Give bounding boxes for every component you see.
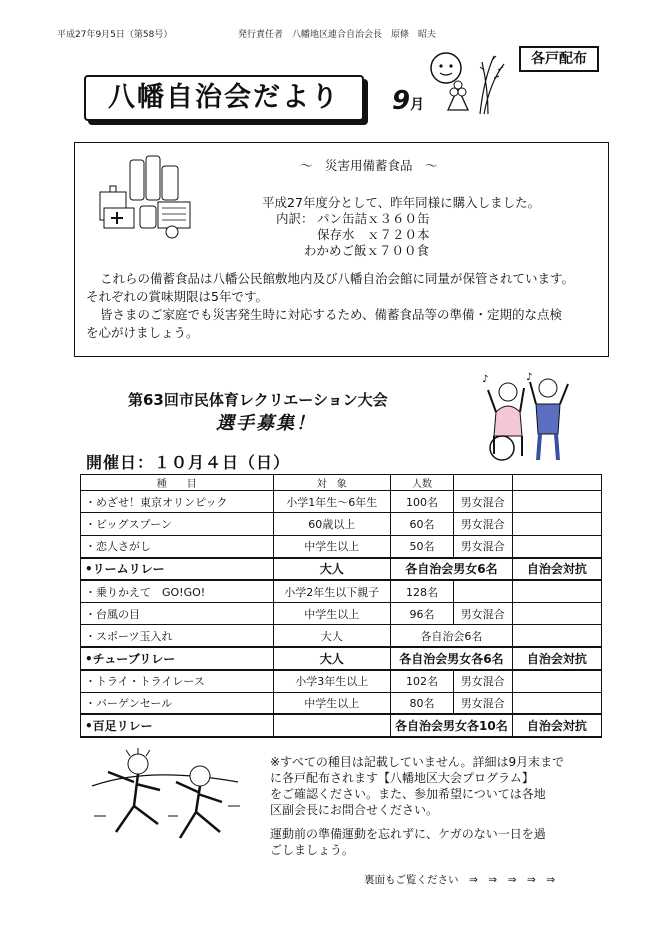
issue-date: 平成27年9月5日（第58号） <box>57 30 173 40</box>
svg-text:♪: ♪ <box>482 374 489 385</box>
mix-cell: 男女混合 <box>453 535 512 557</box>
expiry-paragraph: それぞれの賞味期限は5年です。 <box>86 289 268 304</box>
count-cell: 80名 <box>391 692 454 714</box>
count-cell: 102名 <box>391 670 454 692</box>
mix-cell: 男女混合 <box>453 692 512 714</box>
event-cell: ・乗りかえて GO!GO! <box>81 580 274 602</box>
see-reverse-note: 裏面もご覧ください ⇒ ⇒ ⇒ ⇒ ⇒ <box>364 874 555 886</box>
note-cell: 自治会対抗 <box>512 647 601 669</box>
table-row <box>81 625 602 647</box>
mix-cell: 男女混合 <box>453 513 512 535</box>
event-date: 開催日：１０月４日（日） <box>86 453 291 472</box>
note-cell <box>512 625 601 647</box>
count-cell: 各自治会6名 <box>391 625 513 647</box>
header-event: 種 目 <box>81 475 274 491</box>
target-cell: 小学2年生以下親子 <box>273 580 391 602</box>
storage-paragraph: これらの備蓄食品は八幡公民館敷地内及び八幡自治会館に同量が保管されています。 <box>100 271 575 286</box>
target-cell: 60歳以上 <box>273 513 391 535</box>
note-cell: 自治会対抗 <box>512 558 601 580</box>
table-header-row <box>81 475 602 491</box>
events-table <box>80 474 602 738</box>
event-cell: ・ビッグスプーン <box>81 513 274 535</box>
event-cell: ・スポーツ玉入れ <box>81 625 274 647</box>
table-row <box>81 580 602 602</box>
svg-text:♪: ♪ <box>526 372 533 383</box>
target-cell: 小学1年生～6年生 <box>273 491 391 513</box>
table-row <box>81 692 602 714</box>
purchase-note: 平成27年度分として、昨年同様に購入しました。 <box>262 195 541 210</box>
relay-runners-icon <box>88 746 256 846</box>
note-cell <box>512 491 601 513</box>
month-number: 9 <box>392 86 411 116</box>
target-cell <box>273 714 391 736</box>
target-cell: 小学3年生以上 <box>273 670 391 692</box>
preparation-paragraph: 皆さまのご家庭でも災害発生時に対応するため、備蓄食品等の準備・定期的な点検 <box>100 307 563 322</box>
month-unit: 月 <box>410 97 425 113</box>
count-cell: 100名 <box>391 491 454 513</box>
emergency-food-heading: ～ 災害用備蓄食品 ～ <box>300 158 438 173</box>
item-water: 保存水 ｘ７２０本 <box>317 227 430 242</box>
event-cell: ・トライ・トライレース <box>81 670 274 692</box>
notes-line-3: をご確認ください。また、参加希望については各地 <box>270 787 546 801</box>
count-cell: 60名 <box>391 513 454 535</box>
header-count: 人数 <box>391 475 454 491</box>
preparation-paragraph-end: を心がけましょう。 <box>86 325 199 340</box>
note-cell: 自治会対抗 <box>512 714 601 736</box>
mix-cell <box>453 580 512 602</box>
event-cell: •チューブリレー <box>81 647 274 669</box>
event-cell: ・恋人さがし <box>81 535 274 557</box>
mix-cell: 男女混合 <box>453 491 512 513</box>
publisher: 発行責任者 八幡地区連合自治会長 原條 昭夫 <box>238 30 437 40</box>
reminder-line-1: 運動前の準備運動を忘れずに、ケガのない一日を過 <box>270 827 546 841</box>
notes-line-1: ※すべての種目は記載していません。詳細は9月末まで <box>270 755 565 769</box>
count-cell: 各自治会男女各10名 <box>391 714 513 736</box>
note-cell <box>512 580 601 602</box>
notes-line-4: 区副会長にお問合せください。 <box>270 803 439 817</box>
note-cell <box>512 692 601 714</box>
table-row <box>81 602 602 624</box>
count-cell: 各自治会男女各6名 <box>391 647 513 669</box>
table-row <box>81 558 602 580</box>
emergency-supplies-icon <box>96 152 196 240</box>
count-cell: 50名 <box>391 535 454 557</box>
target-cell: 中学生以上 <box>273 692 391 714</box>
table-row <box>81 491 602 513</box>
reminder-line-2: ごしましょう。 <box>270 843 355 857</box>
moon-rabbit-illustration-icon <box>418 48 510 120</box>
event-cell: ・台風の目 <box>81 602 274 624</box>
item-wakame-rice: わかめご飯ｘ７００食 <box>304 243 430 258</box>
distribution-badge: 各戸配布 <box>519 46 599 72</box>
count-cell: 96名 <box>391 602 454 624</box>
count-cell: 128名 <box>391 580 454 602</box>
note-cell <box>512 670 601 692</box>
table-row <box>81 714 602 736</box>
target-cell: 中学生以上 <box>273 602 391 624</box>
event-cell: •百足リレー <box>81 714 274 736</box>
event-cell: ・めざせ！東京オリンピック <box>81 491 274 513</box>
event-cell: ・バーゲンセール <box>81 692 274 714</box>
event-title: 第63回市民体育レクリエーション大会 <box>128 391 388 409</box>
mix-cell: 男女混合 <box>453 670 512 692</box>
notes-line-2: に各戸配布されます【八幡地区大会プログラム】 <box>270 771 534 785</box>
newsletter-title-box <box>84 75 364 121</box>
note-cell <box>512 513 601 535</box>
target-cell: 大人 <box>273 647 391 669</box>
target-cell: 中学生以上 <box>273 535 391 557</box>
items-label: 内訳： <box>276 211 314 226</box>
item-bread-cans: パン缶詰ｘ３６０缶 <box>317 211 430 226</box>
target-cell: 大人 <box>273 625 391 647</box>
target-cell: 大人 <box>273 558 391 580</box>
recruit-headline: 選手募集！ <box>216 413 316 434</box>
table-row <box>81 513 602 535</box>
count-cell: 各自治会男女6名 <box>391 558 513 580</box>
newsletter-title: 八幡自治会だより <box>108 82 340 113</box>
exercising-seniors-icon <box>478 372 578 464</box>
header-target: 対 象 <box>273 475 391 491</box>
header-note <box>512 475 601 491</box>
event-cell: •リームリレー <box>81 558 274 580</box>
mix-cell: 男女混合 <box>453 602 512 624</box>
header-mix <box>453 475 512 491</box>
table-row <box>81 670 602 692</box>
note-cell <box>512 535 601 557</box>
table-row <box>81 647 602 669</box>
table-row <box>81 535 602 557</box>
note-cell <box>512 602 601 624</box>
